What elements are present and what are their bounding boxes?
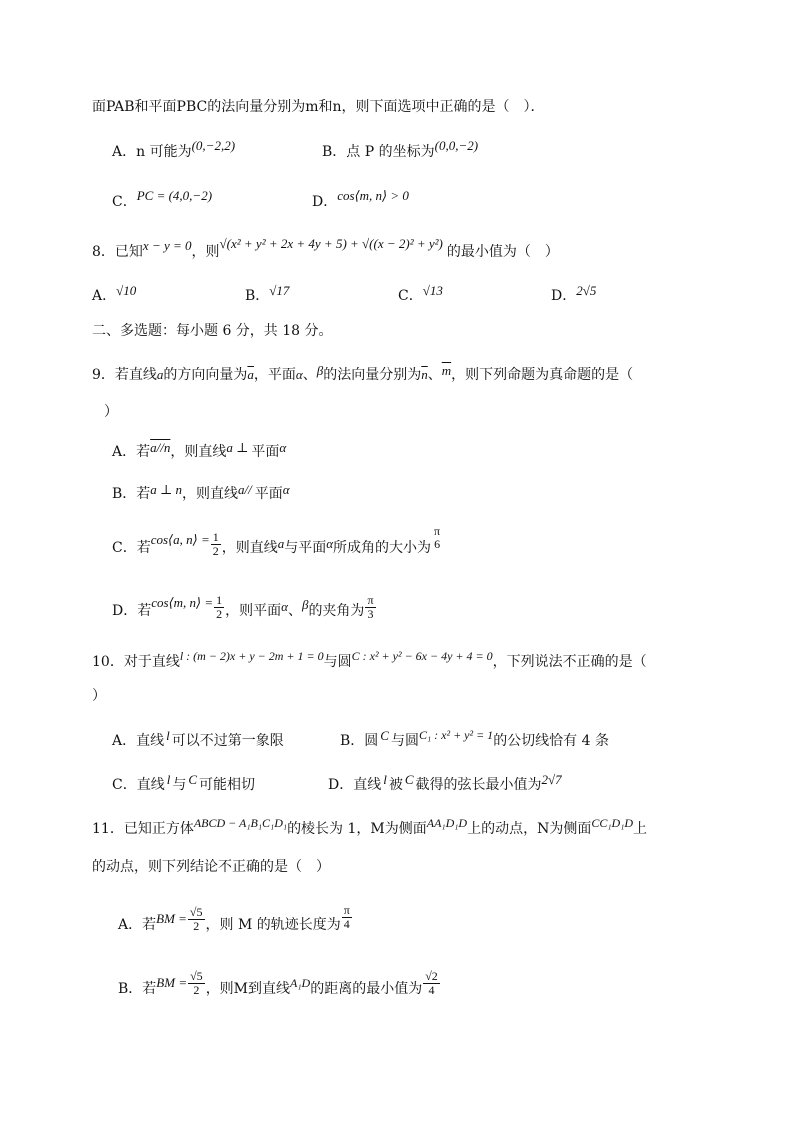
text: 平面 bbox=[251, 444, 280, 460]
text: C．若 bbox=[112, 540, 151, 556]
math: l bbox=[383, 772, 387, 787]
q9-option-d bbox=[112, 592, 377, 626]
option-math: cos⟨m, n⟩ > 0 bbox=[337, 188, 409, 203]
text: 截得的弦长最小值为 bbox=[415, 777, 542, 793]
q7-option-b bbox=[322, 138, 479, 162]
q7-option-a bbox=[112, 138, 236, 162]
math: C bbox=[404, 772, 414, 787]
option-text: n 可能为 bbox=[136, 144, 192, 160]
q9-stem: 9．若直线a的方向向量为$\overline{a}$，平面α、β的法向量分别为$\overline{n}$、$\overline{m}$，则下列命题为真命题的是（ bbox=[92, 363, 634, 383]
denominator: 4 bbox=[343, 916, 350, 931]
text: B．圆 bbox=[340, 733, 379, 749]
option-label: C． bbox=[112, 194, 137, 210]
text: D．直线 bbox=[328, 777, 382, 793]
denominator: 6 bbox=[434, 537, 441, 551]
q8-stem bbox=[92, 236, 559, 262]
numerator: π bbox=[367, 592, 374, 607]
math: CC₁D₁D bbox=[591, 816, 634, 830]
text: 与 bbox=[172, 777, 187, 793]
option-math: (0,0,−2) bbox=[434, 138, 479, 153]
text: B．若 bbox=[112, 486, 151, 502]
q11-option-a bbox=[118, 902, 353, 942]
q9-option-b bbox=[112, 484, 290, 504]
math: cos⟨m, n⟩ = bbox=[151, 595, 214, 610]
text: 、 bbox=[302, 367, 317, 383]
option-math: √13 bbox=[422, 283, 443, 298]
q7-option-d bbox=[312, 186, 409, 210]
math: 2√7 bbox=[541, 772, 562, 787]
text: ，则直线 bbox=[170, 444, 227, 460]
numerator: 1 bbox=[216, 592, 223, 607]
option-label: A． bbox=[92, 288, 117, 304]
q8-suffix: 的最小值为（ ） bbox=[446, 244, 559, 260]
fraction bbox=[211, 531, 221, 558]
text: 的公切线恰有 4 条 bbox=[493, 733, 609, 749]
math: $\overline{a}$ bbox=[247, 367, 254, 382]
text: ，则M到直线 bbox=[205, 981, 291, 997]
text: 11．已知正方体 bbox=[92, 821, 194, 837]
numerator: √2 bbox=[425, 968, 438, 983]
q9-close: ） bbox=[104, 404, 118, 420]
math: C bbox=[380, 728, 389, 743]
q10-option-c bbox=[112, 772, 256, 795]
math: α bbox=[279, 440, 287, 455]
q10-stem bbox=[92, 649, 647, 672]
option-text: 点 P 的坐标为 bbox=[346, 144, 435, 160]
math: β bbox=[301, 597, 309, 612]
numerator: √5 bbox=[189, 904, 203, 919]
math: BM = bbox=[156, 911, 187, 926]
fraction bbox=[188, 970, 205, 997]
text: 与圆 bbox=[390, 733, 419, 749]
text: 上 bbox=[633, 821, 648, 837]
section-heading: 二、多选题：每小题 6 分，共 18 分。 bbox=[92, 323, 333, 339]
q10-option-a bbox=[112, 728, 284, 751]
numerator: √5 bbox=[190, 968, 203, 983]
q11-option-b bbox=[118, 968, 441, 1006]
math: BM = bbox=[156, 975, 188, 990]
q8-option-d bbox=[551, 283, 597, 306]
q10-option-b bbox=[340, 728, 609, 751]
text: ，则平面 bbox=[225, 603, 282, 619]
q9-option-c bbox=[112, 524, 443, 563]
text: 的棱长为 1，M为侧面 bbox=[287, 821, 427, 837]
q8-option-a bbox=[92, 283, 137, 306]
fraction bbox=[342, 904, 352, 931]
math: AA₁D₁D bbox=[426, 816, 468, 830]
text: 10．对于直线 bbox=[92, 654, 180, 670]
text: A．直线 bbox=[112, 733, 165, 749]
math: cos⟨a, n⟩ = bbox=[150, 532, 210, 547]
math: $\overline{n}$ bbox=[421, 367, 428, 382]
math: α bbox=[282, 482, 290, 497]
text: 所成角的大小为 bbox=[333, 540, 432, 556]
option-math: √17 bbox=[269, 283, 290, 298]
q11-stem bbox=[92, 816, 648, 839]
numerator: π bbox=[434, 524, 441, 538]
text: 的方向向量为 bbox=[163, 367, 248, 383]
text: ，则 M 的轨迹长度为 bbox=[205, 917, 341, 933]
numerator: 1 bbox=[212, 529, 219, 544]
q10-close: ） bbox=[92, 688, 106, 704]
option-math: 2√5 bbox=[576, 283, 597, 298]
text: 可能相切 bbox=[199, 777, 256, 793]
q8-mid: ，则 bbox=[191, 244, 220, 260]
text: ，下列说法不正确的是（ bbox=[492, 654, 647, 670]
text: 被 bbox=[388, 777, 403, 793]
math: α bbox=[326, 536, 334, 551]
q7-option-c bbox=[112, 186, 213, 210]
text: 与圆 bbox=[323, 654, 352, 670]
text: 9．若直线 bbox=[92, 367, 157, 383]
option-label: C． bbox=[398, 288, 423, 304]
denominator: 3 bbox=[367, 606, 374, 621]
option-label: B． bbox=[245, 288, 270, 304]
fraction bbox=[423, 970, 440, 997]
text: ，平面 bbox=[253, 367, 296, 383]
math: $\overline{m}$ bbox=[441, 363, 452, 378]
denominator: 4 bbox=[428, 982, 435, 997]
q8-expression: √(x² + y² + 2x + 4y + 5) + √((x − 2)² + y²) bbox=[219, 236, 443, 251]
text: 的法向量分别为 bbox=[323, 367, 422, 383]
denominator: 2 bbox=[216, 606, 223, 621]
text: 、 bbox=[287, 603, 302, 619]
fraction bbox=[214, 594, 224, 621]
text: C．直线 bbox=[112, 777, 165, 793]
math: a ⊥ bbox=[226, 440, 249, 455]
denominator: 2 bbox=[193, 982, 200, 997]
text: D．若 bbox=[112, 603, 152, 619]
math: a bbox=[156, 367, 164, 382]
math: a//n bbox=[150, 440, 171, 455]
text: ，则直线 bbox=[221, 540, 278, 556]
option-math: (0,−2,2) bbox=[191, 138, 236, 153]
math: C₁ : x² + y² = 1 bbox=[418, 728, 494, 742]
math: α bbox=[295, 367, 303, 382]
option-math: √10 bbox=[116, 283, 137, 298]
text: 的距离的最小值为 bbox=[310, 981, 423, 997]
option-label: A． bbox=[112, 144, 137, 160]
fraction bbox=[432, 525, 442, 551]
q7-stem: 面PAB和平面PBC的法向量分别为m和n，则下面选项中正确的是（ ）． bbox=[92, 99, 545, 115]
text: ，则直线 bbox=[182, 486, 239, 502]
text: B．若 bbox=[118, 981, 157, 997]
math: l bbox=[166, 772, 171, 787]
math: a ⊥ n bbox=[150, 482, 183, 497]
math: β bbox=[316, 363, 324, 378]
text: 与平面 bbox=[284, 540, 327, 556]
text: A．若 bbox=[112, 444, 151, 460]
option-math: PC = (4,0,−2) bbox=[136, 188, 213, 203]
math: α bbox=[281, 599, 288, 614]
q8-prefix: 8．已知 bbox=[92, 244, 143, 260]
math: C bbox=[188, 772, 198, 787]
option-label: D． bbox=[551, 288, 577, 304]
math: a// bbox=[238, 482, 252, 497]
fraction bbox=[188, 906, 205, 933]
math: l : (m − 2)x + y − 2m + 1 = 0 bbox=[179, 649, 324, 663]
math: C : x² + y² − 6x − 4y + 4 = 0 bbox=[351, 649, 493, 663]
math: ABCD − A₁B₁C₁D₁ bbox=[193, 816, 288, 830]
q8-option-b bbox=[245, 283, 290, 306]
q8-condition: x − y = 0 bbox=[142, 238, 192, 253]
text: 平面 bbox=[254, 486, 283, 502]
text: 上的动点，N为侧面 bbox=[467, 821, 592, 837]
denominator: 2 bbox=[193, 918, 200, 933]
text: 可以不过第一象限 bbox=[171, 733, 284, 749]
q11-stem-line2: 的动点，则下列结论不正确的是（ ） bbox=[92, 859, 330, 875]
option-label: D． bbox=[312, 194, 338, 210]
text: ，则下列命题为真命题的是（ bbox=[451, 367, 634, 383]
math: A₁D bbox=[290, 976, 311, 990]
fraction bbox=[365, 594, 375, 621]
math: a bbox=[277, 536, 285, 551]
math: l bbox=[166, 728, 170, 743]
numerator: π bbox=[343, 902, 350, 917]
denominator: 2 bbox=[212, 543, 219, 558]
q10-option-d bbox=[328, 772, 562, 795]
text: 的夹角为 bbox=[308, 603, 365, 619]
text: A．若 bbox=[118, 917, 157, 933]
option-label: B． bbox=[322, 144, 347, 160]
q9-option-a bbox=[112, 442, 286, 462]
q8-option-c bbox=[398, 283, 443, 306]
